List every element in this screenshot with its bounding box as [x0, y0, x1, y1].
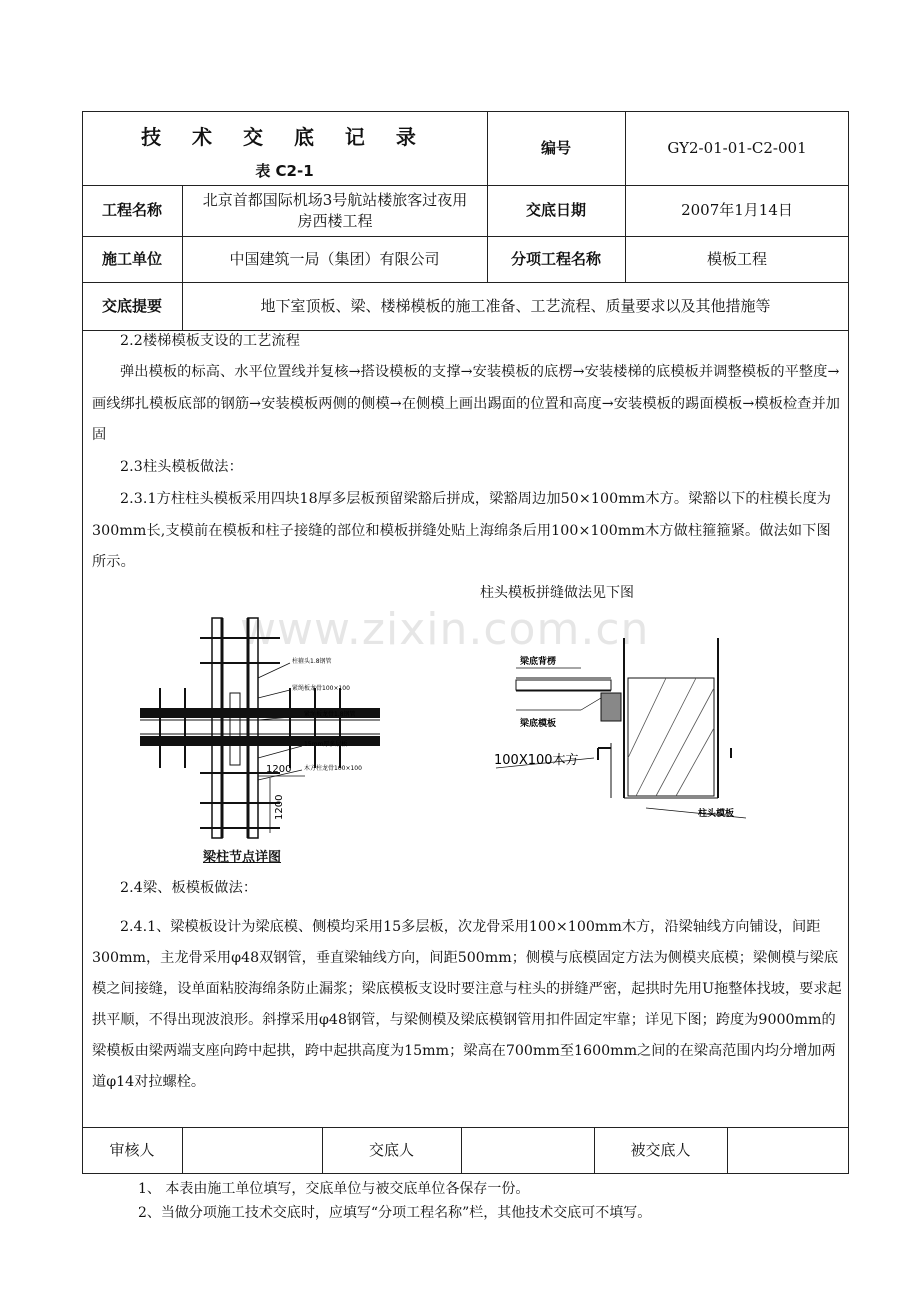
beam-column-joint-figure: [130, 608, 390, 870]
fig-label: 100X100木方: [494, 753, 579, 768]
date-value: 2007年1月14日: [681, 201, 793, 219]
fig-note: 柱箍头1.8钢管: [292, 658, 332, 665]
footnote: 1、 本表由施工单位填写，交底单位与被交底单位各保存一份。: [138, 1181, 530, 1197]
unit-value: 中国建筑一局（集团）有限公司: [229, 249, 440, 268]
project-label: 工程名称: [101, 201, 162, 219]
section-2-2-text: 弹出模板的标高、水平位置线并复核→搭设模板的支撑→安装模板的底楞→安装楼梯的底模板并调整模板的平整度→画线绑扎模板底部的钢筋→安装模板两侧的侧模→在侧模上画出踢面的位置和高度→安装模板的踢面模板→模板检查并加固: [92, 364, 841, 443]
fig-label: 梁底背楞: [520, 657, 557, 667]
section-2-3-1-text: 2.3.1方柱柱头模板采用四块18厚多层板预留梁豁后拼成，梁豁周边加50×100mm木方。梁豁以下的柱模长度为300mm长,支模前在模板和柱子接缝的部位和模板拼缝处贴上海绵条后用100×100mm木方做柱箍箍紧。做法如下图所示。: [92, 491, 832, 570]
section-2-2-heading: 2.2楼梯模板支设的工艺流程: [120, 333, 301, 349]
unit-label: 施工单位: [101, 249, 162, 268]
fig-note: 15mm厚多层板: [304, 741, 348, 748]
section-2-3-heading: 2.3柱头模板做法：: [120, 459, 243, 475]
form-title: 技 术 交 底 记 录: [141, 124, 428, 149]
discloser-label: 交底人: [368, 1141, 414, 1159]
number-value: GY2-01-01-C2-001: [667, 138, 807, 157]
footnote: 2、当做分项施工技术交底时，应填写“分项工程名称”栏，其他技术交底可不填写。: [138, 1205, 652, 1221]
watermark: www.zixin.com.cn: [240, 604, 650, 655]
date-label: 交底日期: [525, 201, 586, 219]
column-head-joint-figure: [486, 628, 766, 828]
number-label: 编号: [540, 138, 571, 157]
fig-label: 梁底模板: [520, 719, 557, 729]
dimension-label: 1200: [274, 794, 285, 820]
summary-value: 地下室顶板、梁、楼梯模板的施工准备、工艺流程、质量要求以及其他措施等: [260, 296, 771, 315]
fig-note: 木方柱龙骨100×100: [304, 765, 362, 772]
section-2-4-heading: 2.4梁、板模板做法：: [120, 880, 258, 896]
form-number: 表 C2-1: [255, 161, 314, 180]
sub-project-value: 模板工程: [706, 249, 767, 268]
sub-project-label: 分项工程名称: [510, 249, 601, 268]
fig-note: 紧绳板龙骨1.8钢管: [304, 711, 356, 718]
row-divider: [82, 1127, 849, 1128]
project-value: 北京首都国际机场3号航站楼旅客过夜用房西楼工程: [202, 190, 468, 230]
summary-label: 交底提要: [101, 296, 162, 315]
section-2-4-1-text: 2.4.1、梁模板设计为梁底模、侧模均采用15多层板，次龙骨采用100×100mm木方，沿梁轴线方向铺设，间距300mm，主龙骨采用φ48双钢管，垂直梁轴线方向，间距500mm；侧模与底模固定方法为侧模夹底模；梁侧模与梁底模之间接缝，设单面粘胶海绵条防止漏浆；梁底模板支设时要注意与柱头的拼缝严密，起拱时先用U拖整体找坡，要求起拱平顺，不得出现波浪形。斜撑采用φ48钢管，与梁侧模及梁底模钢管用扣件固定牢靠；详见下图；跨度为9000mm的梁模板由梁两端支座向跨中起拱，跨中起拱高度为15mm；梁高在700mm至1600mm之间的在梁高范围内均分增加两道φ14对拉螺栓。: [92, 919, 842, 1090]
receiver-label: 被交底人: [630, 1141, 691, 1159]
reviewer-label: 审核人: [109, 1141, 155, 1159]
col-divider: [727, 1127, 728, 1174]
col-divider: [182, 1127, 183, 1174]
col-divider: [461, 1127, 462, 1174]
figure-caption-left: 梁柱节点详图: [203, 850, 282, 865]
dimension-label: 1200: [266, 764, 292, 775]
fig-note: 紧绳板龙骨100×100: [292, 685, 350, 692]
fig-label: 柱头模板: [698, 809, 735, 819]
figure-caption-right: 柱头模板拼缝做法见下图: [480, 585, 634, 601]
